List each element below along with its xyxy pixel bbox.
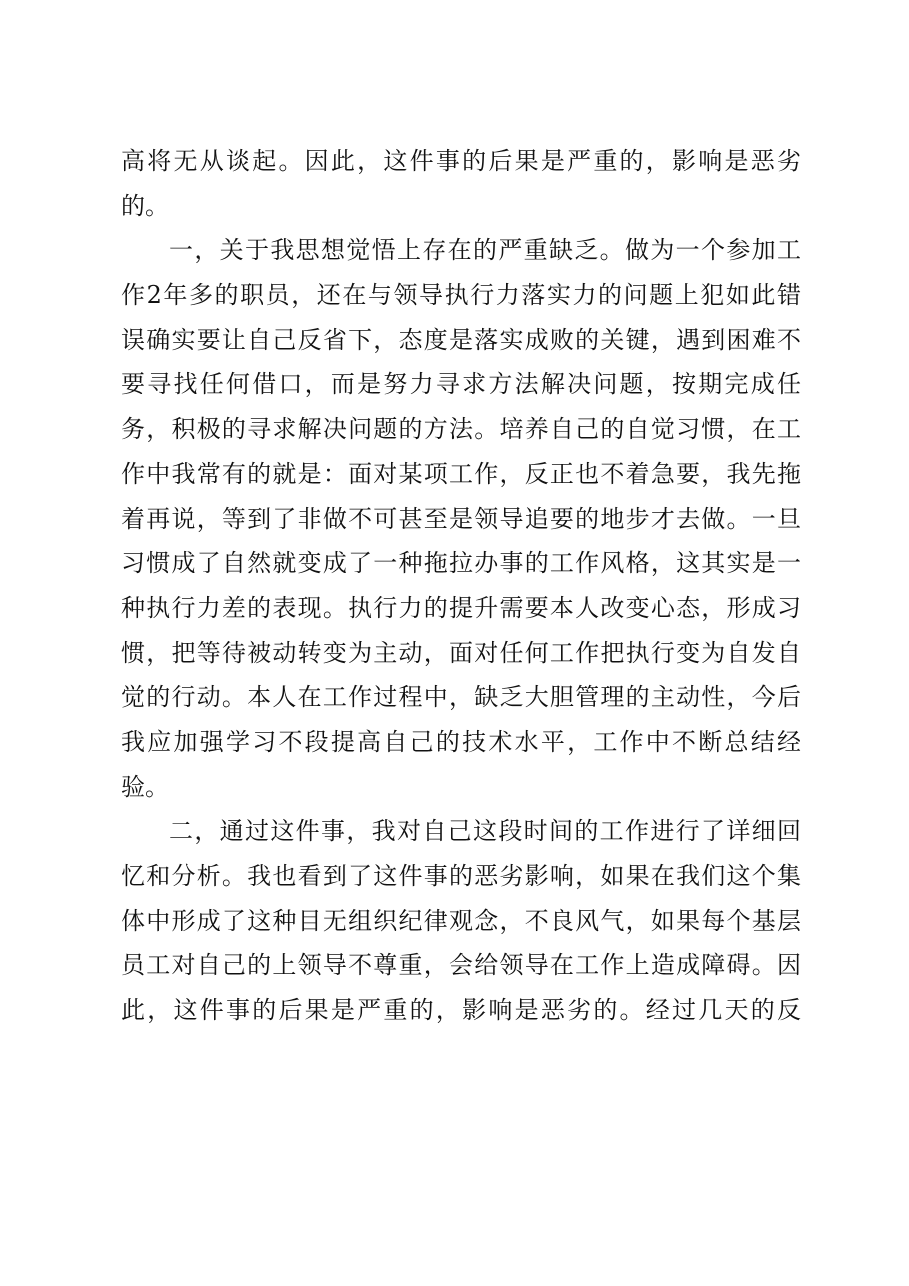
text-line: 员工对自己的上领导不尊重，会给领导在工作上造成障碍。因 [121, 951, 801, 980]
paragraph [121, 809, 801, 1032]
text-line: 着再说，等到了非做不可甚至是领导追要的地步才去做。一旦 [121, 504, 801, 533]
text-line: 我应加强学习不段提高自己的技术水平，工作中不断总结经 [121, 727, 801, 756]
text-line: 觉的行动。本人在工作过程中，缺乏大胆管理的主动性，今后 [121, 683, 801, 712]
text-line: 忆和分析。我也看到了这件事的恶劣影响，如果在我们这个集 [121, 862, 801, 890]
text-line: 种执行力差的表现。执行力的提升需要本人改变心态，形成习 [121, 593, 801, 622]
text-line: 惯，把等待被动转变为主动，面对任何工作把执行变为自发自 [121, 638, 801, 667]
text-line: 验。 [121, 772, 169, 801]
text-line: 误确实要让自己反省下，态度是落实成败的关键，遇到困难不 [121, 325, 801, 354]
text-line: 务，积极的寻求解决问题的方法。培养自己的自觉习惯，在工 [121, 415, 801, 444]
text-line: 此，这件事的后果是严重的，影响是恶劣的。经过几天的反 [121, 996, 801, 1025]
text-line: 高将无从谈起。因此，这件事的后果是严重的，影响是恶劣 [121, 147, 801, 175]
text-line: 作2年多的职员，还在与领导执行力落实力的问题上犯如此错 [121, 281, 801, 310]
document-body [121, 139, 801, 1033]
text-line: 的。 [121, 191, 169, 220]
text-line: 一，关于我思想觉悟上存在的严重缺乏。做为一个参加工 [169, 236, 801, 265]
text-line: 作中我常有的就是：面对某项工作，反正也不着急要，我先拖 [121, 459, 801, 488]
paragraph [121, 228, 801, 809]
text-line: 二，通过这件事，我对自己这段时间的工作进行了详细回 [169, 817, 801, 846]
text-line: 体中形成了这种目无组织纪律观念，不良风气，如果每个基层 [121, 906, 801, 935]
paragraph [121, 139, 801, 228]
text-line: 要寻找任何借口，而是努力寻求方法解决问题，按期完成任 [121, 370, 801, 399]
text-line: 习惯成了自然就变成了一种拖拉办事的工作风格，这其实是一 [121, 549, 801, 578]
